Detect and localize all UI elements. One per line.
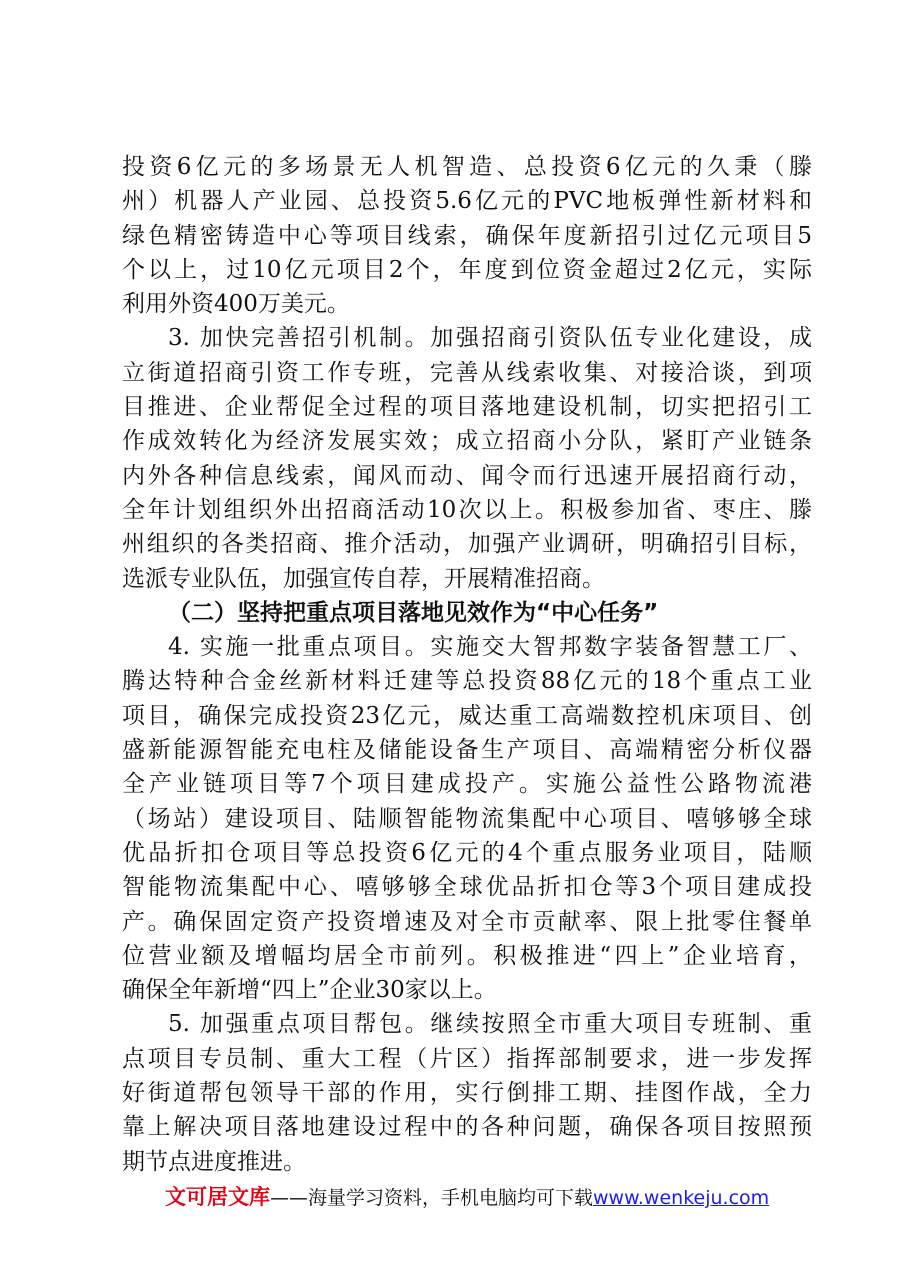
text-line: 全年计划组织外出招商活动10次以上。积极参加省、枣庄、滕 (122, 496, 812, 523)
text-line: 产。确保固定资产投资增速及对全市贡献率、限上批零住餐单 (122, 908, 812, 935)
text-line: 项目，确保完成投资23亿元，威达重工高端数控机床项目、创 (122, 702, 812, 729)
text-line: 州组织的各类招商、推介活动，加强产业调研，明确招引目标， (122, 531, 812, 558)
section-heading: （二）坚持把重点项目落地见效作为“中心任务” (168, 599, 659, 626)
text-line: 确保全年新增“四上”企业30家以上。 (122, 977, 497, 1004)
text-line: 利用外资400万美元。 (122, 291, 350, 318)
text-line: 盛新能源智能充电柱及储能设备生产项目、高端精密分析仪器 (122, 737, 812, 764)
footer-brand: 文可居文库 (165, 1185, 270, 1209)
footer-slogan: 海量学习资料，手机电脑均可下载 (308, 1187, 594, 1209)
text-line: 期节点进度推进。 (122, 1148, 306, 1175)
text-line: 绿色精密铸造中心等项目线索，确保年度新招引过亿元项目5 (122, 222, 812, 249)
text-line: （场站）建设项目、陆顺智能物流集配中心项目、嘻够够全球 (122, 805, 812, 832)
footer-banner (165, 1180, 769, 1214)
footer-separator: —— (270, 1187, 308, 1209)
text-line: 4. 实施一批重点项目。实施交大智邦数字装备智慧工厂、 (168, 634, 812, 661)
text-line: 优品折扣仓项目等总投资6亿元的4个重点服务业项目，陆顺 (122, 839, 812, 866)
text-line: 腾达特种合金丝新材料迁建等总投资88亿元的18个重点工业 (122, 668, 812, 695)
text-line: 立街道招商引资工作专班，完善从线索收集、对接洽谈，到项 (122, 359, 812, 386)
text-line: 选派专业队伍，加强宣传自荐，开展精准招商。 (122, 565, 605, 592)
text-line: 智能物流集配中心、嘻够够全球优品折扣仓等3个项目建成投 (122, 874, 812, 901)
text-line: 目推进、企业帮促全过程的项目落地建设机制，切实把招引工 (122, 394, 812, 421)
text-line: 位营业额及增幅均居全市前列。积极推进“四上”企业培育， (122, 942, 812, 969)
text-line: 投资6亿元的多场景无人机智造、总投资6亿元的久秉（滕 (122, 154, 812, 180)
text-line: 州）机器人产业园、总投资5.6亿元的PVC地板弹性新材料和 (122, 188, 812, 215)
text-line: 作成效转化为经济发展实效；成立招商小分队，紧盯产业链条 (122, 428, 812, 455)
text-line: 点项目专员制、重大工程（片区）指挥部制要求，进一步发挥 (122, 1045, 812, 1072)
document-body (122, 150, 812, 1179)
text-line: 靠上解决项目落地建设过程中的各种问题，确保各项目按照预 (122, 1114, 812, 1141)
text-line: 3. 加快完善招引机制。加强招商引资队伍专业化建设，成 (168, 325, 812, 352)
text-line: 个以上，过10亿元项目2个，年度到位资金超过2亿元，实际 (122, 256, 812, 283)
text-line: 内外各种信息线索，闻风而动、闻令而行迅速开展招商行动， (122, 462, 812, 489)
text-line: 全产业链项目等7个项目建成投产。实施公益性公路物流港 (122, 771, 812, 798)
text-line: 好街道帮包领导干部的作用，实行倒排工期、挂图作战，全力 (122, 1080, 812, 1107)
text-line: 5. 加强重点项目帮包。继续按照全市重大项目专班制、重 (168, 1011, 812, 1038)
footer-website-link[interactable]: www.wenkeju.com (593, 1187, 770, 1209)
